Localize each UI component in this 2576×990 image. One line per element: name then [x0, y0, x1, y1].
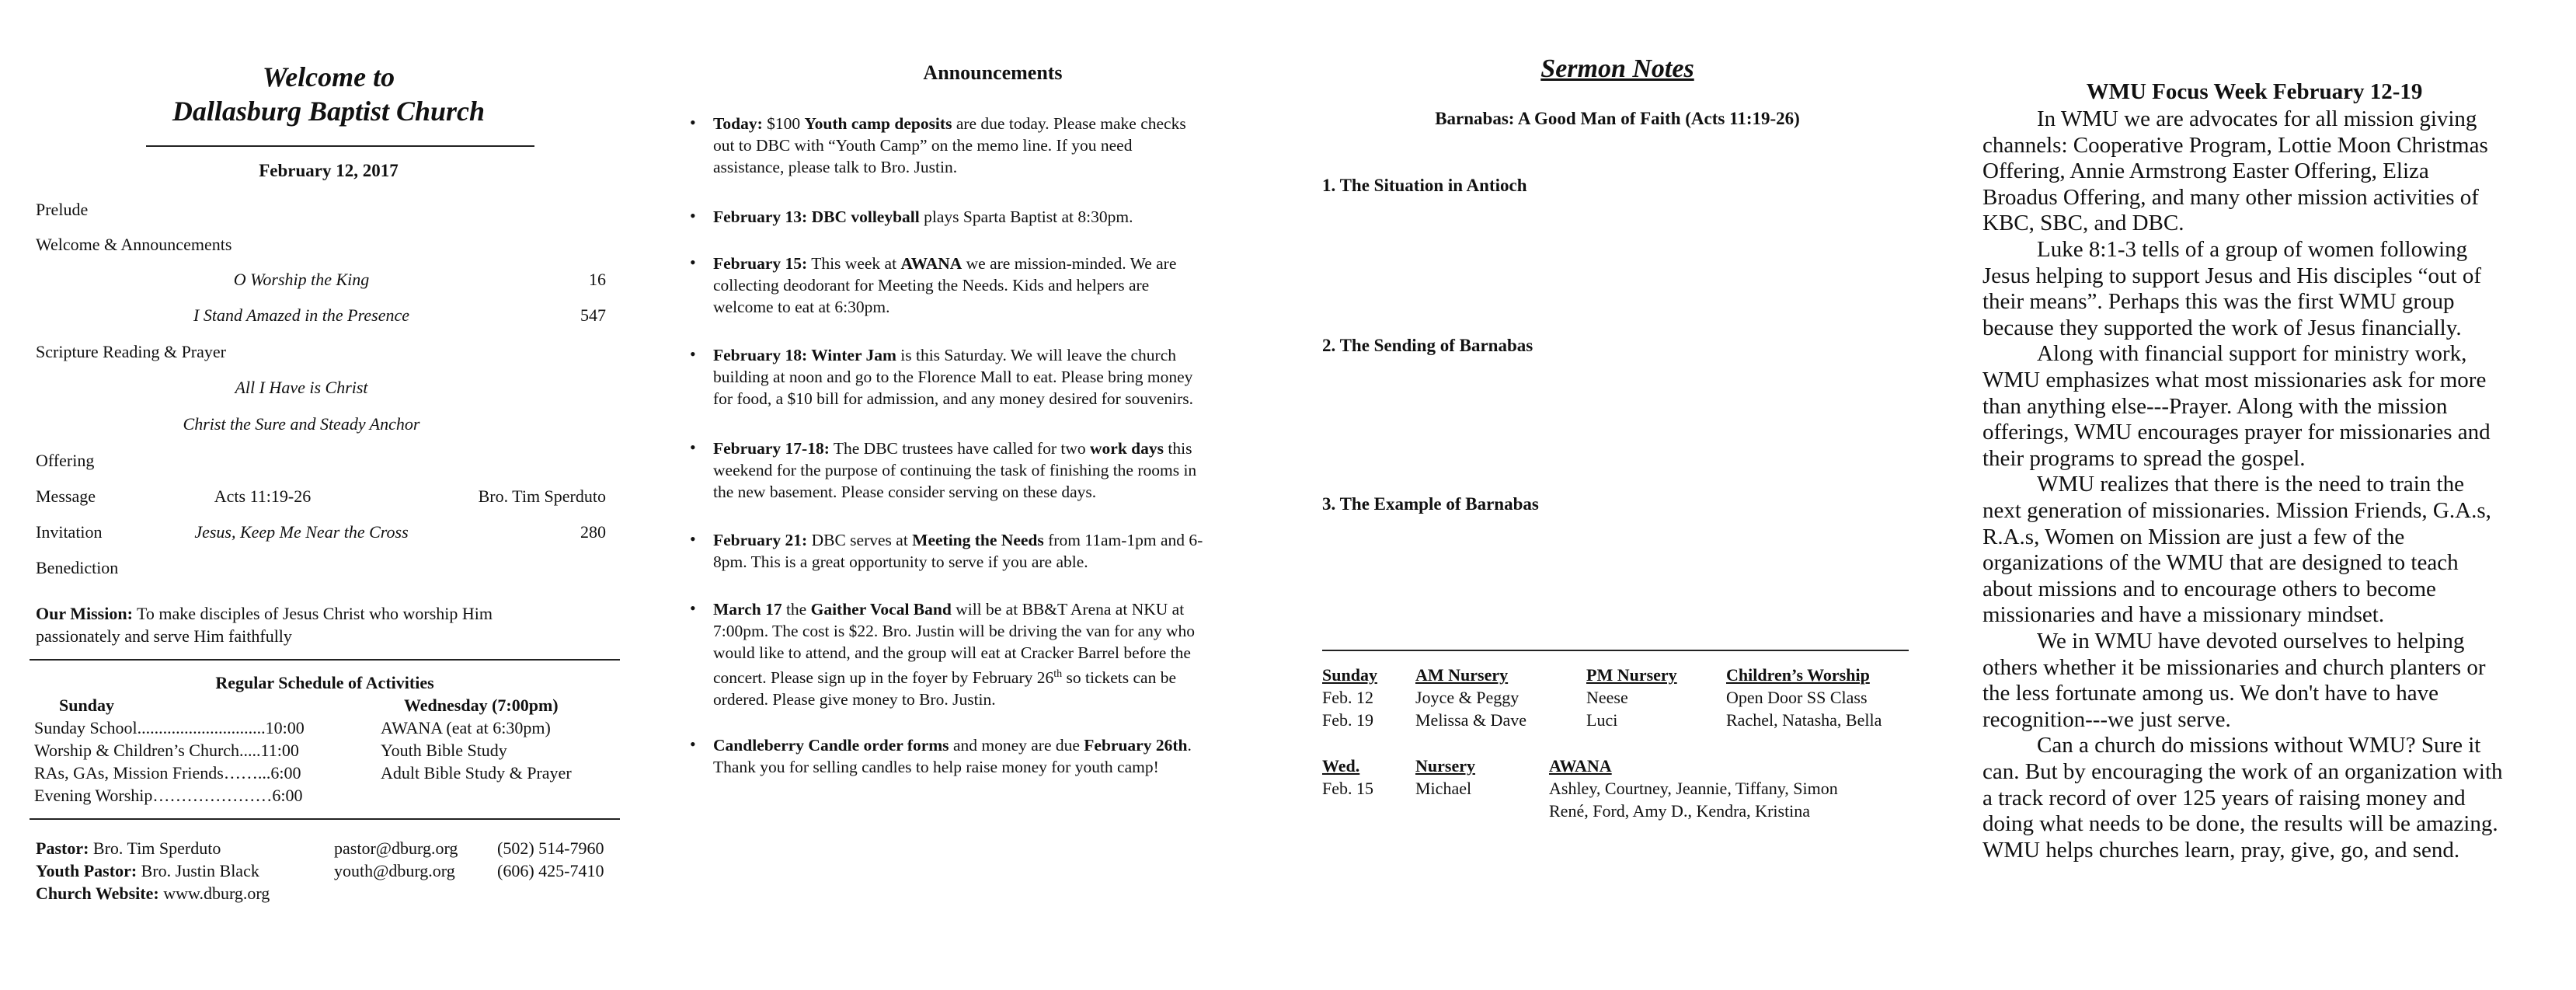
- wmu-line: the less fortunate among us. We don't have to have: [1982, 681, 2439, 706]
- wmu-line: because they supported the work of Jesus financially.: [1982, 315, 2462, 340]
- nursery-header: AM Nursery: [1415, 665, 1509, 685]
- announcement-text: February 15:: [713, 254, 808, 273]
- nursery-header: PM Nursery: [1586, 665, 1677, 685]
- announcement-line: [713, 620, 1304, 642]
- nursery-cell: Joyce & Peggy: [1415, 688, 1519, 707]
- sermon-subtitle: Barnabas: A Good Man of Faith (Acts 11:19-26): [1435, 109, 1800, 128]
- announcement-line: [713, 664, 1304, 688]
- bullet-icon: •: [690, 529, 696, 549]
- wmu-line: Offering, Annie Armstrong Easter Offering, Eliza: [1982, 159, 2429, 184]
- mission-label: Our Mission:: [36, 604, 133, 623]
- contact-email[interactable]: youth@dburg.org: [334, 861, 455, 880]
- wmu-line: about missions and to encourage others to become: [1982, 576, 2436, 601]
- wednesday-header: AWANA: [1549, 756, 1612, 776]
- wmu-line: Along with financial support for ministry work,: [2037, 341, 2467, 367]
- order-item-label: Message: [36, 486, 96, 506]
- order-item-title: Jesus, Keep Me Near the Cross: [194, 522, 409, 542]
- announcement-text: The DBC trustees have called for two: [829, 439, 1091, 458]
- website-label: Church Website:: [36, 884, 159, 903]
- wmu-line: than anything else---Prayer. Along with the mission: [1982, 393, 2448, 419]
- wmu-line: organizations of the WMU that are designed to teach: [1982, 550, 2459, 576]
- website-url[interactable]: www.dburg.org: [163, 884, 270, 903]
- title-underline: [146, 145, 534, 147]
- wmu-line: WMU realizes that there is the need to train the: [2037, 472, 2464, 497]
- nursery-header: Sunday: [1322, 665, 1377, 685]
- sunday-schedule-item: RAs, GAs, Mission Friends……...6:00: [34, 763, 301, 783]
- announcement-text: this: [1164, 439, 1192, 458]
- announcement-item: [690, 529, 1304, 573]
- announcement-text: from 11am-1pm and 6-: [1043, 531, 1203, 549]
- announcement-text: 7:00pm. The cost is $22. Bro. Justin will be driving the van for any who: [713, 622, 1196, 640]
- wednesday-cell: Feb. 15: [1322, 779, 1373, 798]
- wmu-line: a track record of over 125 years of raising money and: [1982, 785, 2466, 810]
- wmu-line: their means”. Perhaps this was the first WMU group: [1982, 289, 2455, 315]
- contact-phone: (502) 514-7960: [497, 838, 604, 858]
- wmu-line: Can a church do missions without WMU? Sure it: [2037, 733, 2481, 758]
- bullet-icon: •: [690, 437, 696, 457]
- announcement-line: [713, 344, 1304, 366]
- announcement-text: Gaither Vocal Band: [810, 600, 952, 619]
- announcement-line: [713, 437, 1304, 459]
- announcement-item: [690, 113, 1304, 178]
- announcement-text: Candleberry Candle order forms: [713, 736, 949, 755]
- announcement-item: [690, 344, 1304, 410]
- announcement-line: [713, 388, 1304, 410]
- wmu-line: R.A.s, Women on Mission are just a few of the: [1982, 524, 2405, 549]
- sermon-point: 1. The Situation in Antioch: [1322, 176, 1527, 195]
- sermon-point: 3. The Example of Barnabas: [1322, 494, 1539, 514]
- announcement-line: [713, 366, 1304, 388]
- sermon-title: Sermon Notes: [1540, 54, 1694, 83]
- nursery-cell: Rachel, Natasha, Bella: [1726, 710, 1882, 730]
- announcement-text: out to DBC with “Youth Camp” on the memo line. If you need: [713, 136, 1133, 155]
- wmu-line: recognition---we just serve.: [1982, 706, 2231, 732]
- announcement-text: February 21:: [713, 531, 808, 549]
- order-item-title: Acts 11:19-26: [214, 486, 312, 506]
- announcement-line: [713, 274, 1304, 296]
- sermon-column: [1322, 0, 1913, 990]
- announcement-text: February 26th: [1084, 736, 1188, 755]
- nursery-cell: Feb. 12: [1322, 688, 1373, 707]
- wmu-line: KBC, SBC, and DBC.: [1982, 211, 2184, 236]
- wmu-line: Jesus helping to support Jesus and His disciples “out of: [1982, 263, 2481, 288]
- order-item-title: O Worship the King: [233, 270, 370, 289]
- bullet-icon: •: [690, 206, 696, 225]
- divider-2: [30, 818, 620, 820]
- wmu-line: their programs to spread the gospel.: [1982, 445, 2306, 471]
- nursery-cell: Feb. 19: [1322, 710, 1373, 730]
- announcement-line: [713, 206, 1304, 228]
- announcement-text: work days: [1090, 439, 1164, 458]
- order-item-label: Benediction: [36, 558, 119, 577]
- contact-name: Bro. Justin Black: [141, 861, 259, 880]
- website-line: [36, 884, 270, 904]
- sunday-header: Sunday: [59, 695, 114, 715]
- order-item-label: Prelude: [36, 200, 89, 219]
- announcement-line: [713, 688, 1304, 710]
- announcement-text: for food, a $10 bill for admission, and any money desired for souvenirs.: [713, 389, 1193, 408]
- wednesday-cell: Michael: [1415, 779, 1472, 798]
- announcement-text: the: [782, 600, 811, 619]
- order-item-label: Invitation: [36, 522, 103, 542]
- announcement-line: [713, 598, 1304, 620]
- nursery-cell: Luci: [1586, 710, 1618, 730]
- announcement-item: [690, 437, 1304, 503]
- announcement-text: February 18: Winter Jam: [713, 346, 896, 364]
- announcement-text: building at noon and go to the Florence Mall to eat. Please bring money: [713, 368, 1193, 386]
- announcement-text: concert. Please sign up in the foyer by February 26: [713, 668, 1054, 688]
- announcement-text: and money are due: [949, 736, 1084, 755]
- announcement-item: [690, 734, 1304, 778]
- wmu-title: WMU Focus Week February 12-19: [2086, 79, 2423, 104]
- order-item-number: 280: [580, 522, 606, 542]
- wmu-line: missionaries and have a missionary mindset.: [1982, 602, 2385, 628]
- order-item-number: Bro. Tim Sperduto: [478, 486, 606, 506]
- sunday-schedule-item: Sunday School..............................10:00: [34, 718, 305, 737]
- mission-line1: To make disciples of Jesus Christ who worship Him: [137, 604, 493, 623]
- announcement-text: February 17-18:: [713, 439, 830, 458]
- wmu-line: next generation of missionaries. Mission Friends, G.A.s,: [1982, 498, 2491, 523]
- contact-phone: (606) 425-7410: [497, 861, 604, 880]
- wednesday-schedule-item: Adult Bible Study & Prayer: [381, 763, 572, 783]
- announcement-text: This week at: [807, 254, 901, 273]
- sermon-point: 2. The Sending of Barnabas: [1322, 336, 1533, 355]
- wednesday-schedule-item: AWANA (eat at 6:30pm): [381, 718, 551, 737]
- announcement-line: [713, 459, 1304, 481]
- announcement-text: collecting deodorant for Meeting the Needs. Kids and helpers are: [713, 276, 1150, 295]
- sunday-schedule-item: Evening Worship…………………6:00: [34, 786, 303, 805]
- announcement-text: will be at BB&T Arena at NKU at: [951, 600, 1185, 619]
- wmu-line: WMU helps churches learn, pray, give, go, and send.: [1982, 837, 2460, 863]
- announcement-text: Today:: [713, 114, 763, 133]
- order-item-title: I Stand Amazed in the Presence: [193, 305, 409, 325]
- schedule-title: Regular Schedule of Activities: [215, 673, 434, 692]
- announcement-text: ordered. Please give money to Bro. Justin.: [713, 690, 996, 709]
- announcement-text: Youth camp deposits: [804, 114, 952, 133]
- announcement-text: February 13: DBC volleyball: [713, 207, 920, 226]
- announcement-line: [713, 642, 1304, 664]
- announcement-text: AWANA: [900, 254, 963, 273]
- announcement-text: weekend for the purpose of continuing the task of finishing the rooms in: [713, 461, 1197, 479]
- announcement-text: Meeting the Needs: [912, 531, 1044, 549]
- contact-line: [36, 861, 259, 881]
- superscript: th: [1053, 668, 1063, 680]
- welcome-title-line2: Dallasburg Baptist Church: [172, 96, 486, 127]
- nursery-cell: Melissa & Dave: [1415, 710, 1526, 730]
- announcement-line: [713, 134, 1304, 156]
- wmu-line: channels: Cooperative Program, Lottie Moon Christmas: [1982, 132, 2488, 158]
- announcements-title: Announcements: [923, 61, 1063, 84]
- order-item-label: Scripture Reading & Prayer: [36, 342, 226, 361]
- wmu-line: We in WMU have devoted ourselves to helping: [2037, 629, 2465, 654]
- divider-1: [30, 659, 620, 661]
- welcome-title-line1: Welcome to: [262, 61, 395, 92]
- announcement-line: [713, 253, 1304, 274]
- announcement-line: [713, 156, 1304, 178]
- announcement-item: [690, 206, 1304, 228]
- announcement-text: March 17: [713, 600, 782, 619]
- wednesday-cell: Ashley, Courtney, Jeannie, Tiffany, Simon: [1549, 779, 1838, 798]
- announcement-line: [713, 481, 1304, 503]
- wmu-line: Luke 8:1-3 tells of a group of women following: [2037, 237, 2468, 262]
- order-item-label: Offering: [36, 451, 95, 470]
- announcement-text: assistance, please talk to Bro. Justin.: [713, 158, 958, 176]
- wmu-line: doing what needs to be done, the results will be amazing.: [1982, 811, 2498, 837]
- contact-role: Youth Pastor:: [36, 861, 138, 880]
- contact-email[interactable]: pastor@dburg.org: [334, 838, 458, 858]
- wmu-column: [1982, 0, 2526, 990]
- order-item-number: 16: [589, 270, 606, 289]
- announcement-text: would like to attend, and the group will eat at Cracker Barrel before the: [713, 643, 1191, 662]
- order-item-title: All I Have is Christ: [235, 378, 368, 397]
- announcement-item: [690, 253, 1304, 318]
- contact-role: Pastor:: [36, 838, 89, 858]
- announcement-text: $100: [762, 114, 805, 133]
- wmu-line: In WMU we are advocates for all mission giving: [2037, 106, 2477, 131]
- announcement-text: 8pm. This is a great opportunity to serve if you are able.: [713, 553, 1088, 571]
- announcement-line: [713, 296, 1304, 318]
- order-item-title: Christ the Sure and Steady Anchor: [183, 414, 420, 434]
- announcement-text: so tickets can be: [1062, 668, 1177, 688]
- wmu-line: others whether it be missionaries and church planters or: [1982, 654, 2486, 680]
- mission-line2: passionately and serve Him faithfully: [36, 626, 292, 646]
- bulletin-date: February 12, 2017: [259, 161, 399, 180]
- mission-statement: [36, 604, 493, 624]
- announcement-text: welcome to eat at 6:30pm.: [713, 298, 890, 316]
- announcement-line: [713, 113, 1304, 134]
- bullet-icon: •: [690, 734, 696, 754]
- announcement-item: [690, 598, 1304, 710]
- bullet-icon: •: [690, 598, 696, 618]
- announcement-text: Thank you for selling candles to help raise money for youth camp!: [713, 758, 1159, 776]
- announcement-text: the new basement. Please consider serving on these days.: [713, 483, 1097, 501]
- contact-line: [36, 838, 221, 859]
- wednesday-schedule-item: Youth Bible Study: [381, 741, 507, 760]
- announcements-column: [690, 0, 1304, 990]
- sunday-schedule-item: Worship & Children’s Church.....11:00: [34, 741, 299, 760]
- wmu-line: Broadus Offering, and many other mission activities of: [1982, 184, 2479, 210]
- announcement-text: are due today. Please make checks: [952, 114, 1186, 133]
- wednesday-header: Nursery: [1415, 756, 1475, 776]
- wednesday-header: Wednesday (7:00pm): [404, 695, 559, 715]
- wednesday-cell: René, Ford, Amy D., Kendra, Kristina: [1549, 801, 1811, 821]
- bullet-icon: •: [690, 344, 696, 364]
- wmu-line: WMU emphasizes what most missionaries ask for more: [1982, 368, 2487, 392]
- announcement-line: [713, 551, 1304, 573]
- wmu-line: can. But by encouraging the work of an organization with: [1982, 759, 2503, 784]
- announcement-text: we are mission-minded. We are: [962, 254, 1177, 273]
- wednesday-header: Wed.: [1322, 756, 1360, 776]
- bullet-icon: •: [690, 113, 696, 132]
- announcement-text: DBC serves at: [807, 531, 913, 549]
- announcement-text: plays Sparta Baptist at 8:30pm.: [919, 207, 1133, 226]
- nursery-cell: Neese: [1586, 688, 1628, 707]
- order-item-number: 547: [580, 305, 606, 325]
- nursery-divider: [1322, 650, 1909, 651]
- announcement-line: [713, 529, 1304, 551]
- announcement-line: [713, 734, 1304, 756]
- nursery-cell: Open Door SS Class: [1726, 688, 1868, 707]
- welcome-column: [30, 0, 628, 990]
- announcement-text: is this Saturday. We will leave the church: [896, 346, 1176, 364]
- announcement-text: .: [1187, 736, 1192, 755]
- bullet-icon: •: [690, 253, 696, 272]
- contact-name: Bro. Tim Sperduto: [92, 838, 221, 858]
- order-item-label: Welcome & Announcements: [36, 235, 232, 254]
- wmu-line: offerings, WMU encourages prayer for missionaries and: [1982, 420, 2491, 445]
- announcement-line: [713, 756, 1304, 778]
- nursery-header: Children’s Worship: [1726, 665, 1870, 685]
